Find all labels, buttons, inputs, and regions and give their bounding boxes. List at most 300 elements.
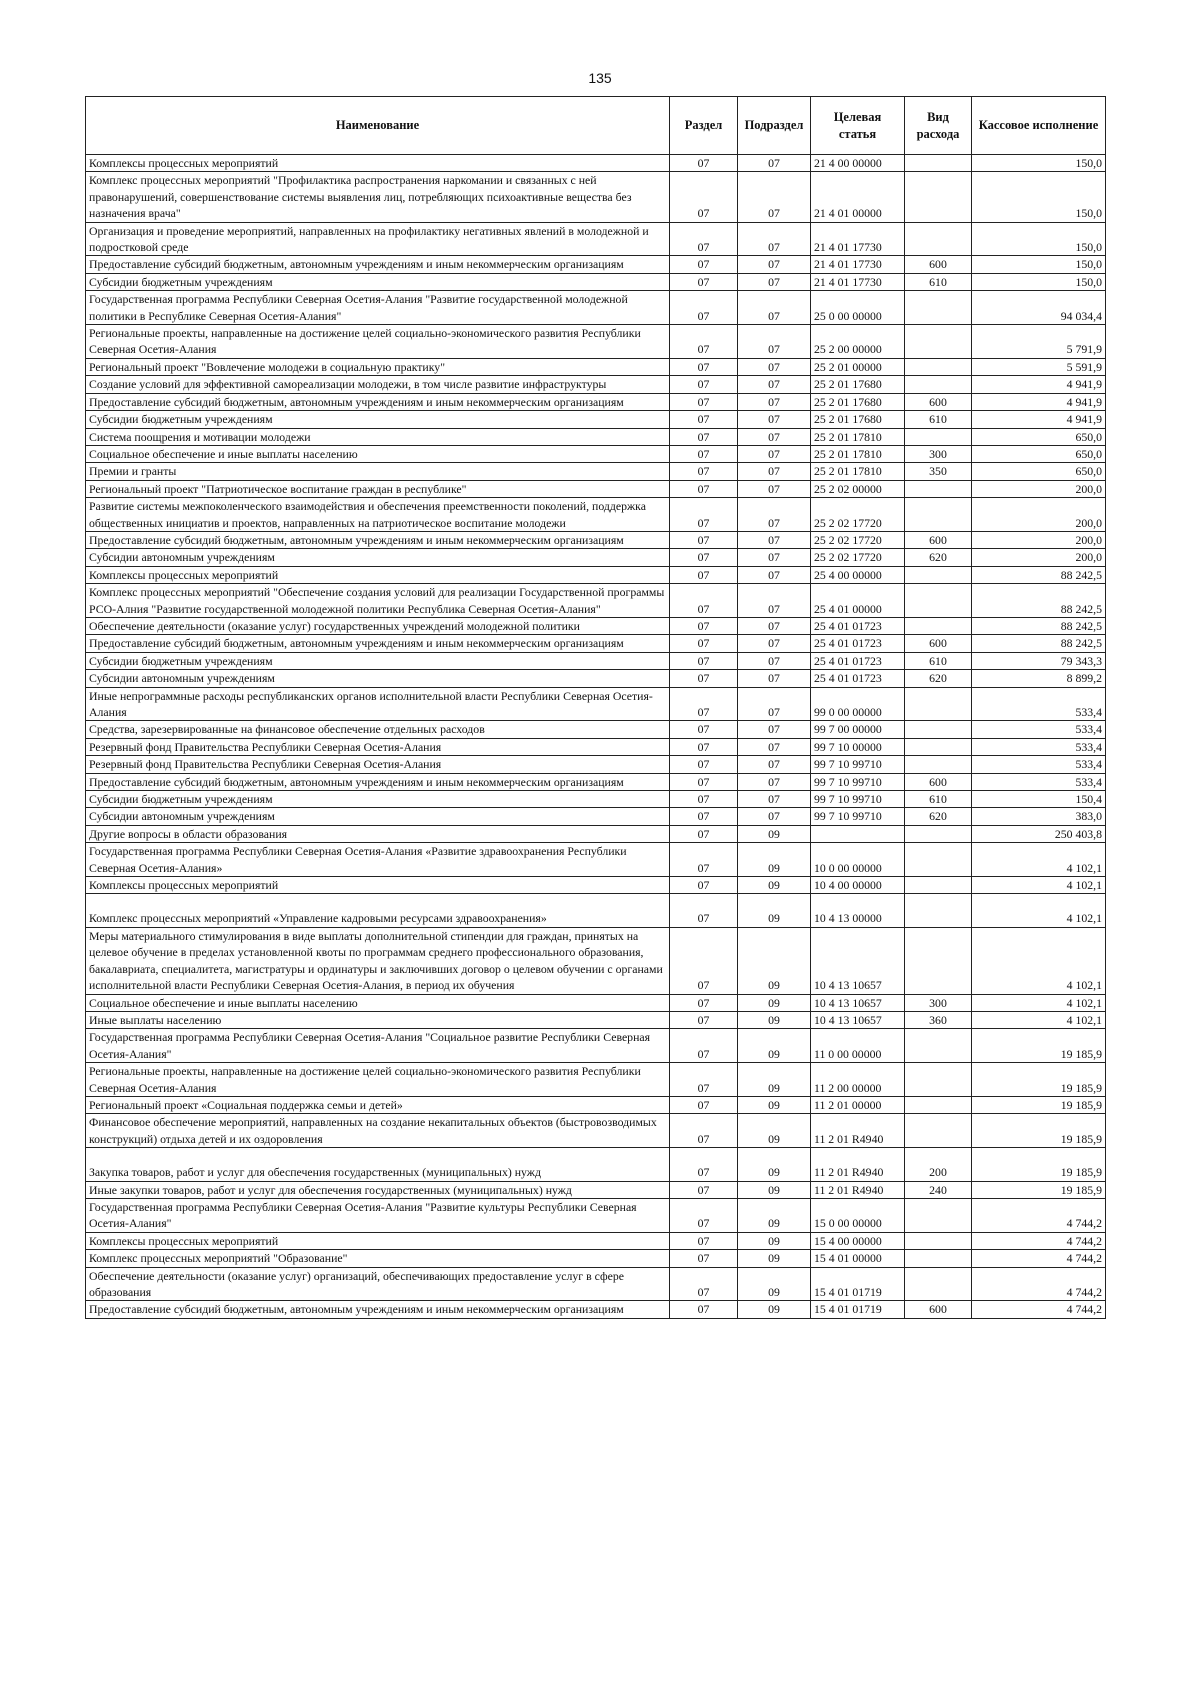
row-subsection: 07 <box>738 445 811 462</box>
row-amount: 150,0 <box>972 222 1106 256</box>
row-name: Региональный проект "Вовлечение молодежи в социальную практику" <box>86 358 670 375</box>
row-section: 07 <box>670 1011 738 1028</box>
row-subsection: 07 <box>738 393 811 410</box>
table-row <box>86 756 1106 773</box>
row-name: Субсидии автономным учреждениям <box>86 808 670 825</box>
row-amount: 533,4 <box>972 721 1106 738</box>
row-amount: 8 899,2 <box>972 670 1106 687</box>
row-section: 07 <box>670 635 738 652</box>
row-subsection: 09 <box>738 1114 811 1148</box>
row-section: 07 <box>670 773 738 790</box>
row-expense-type <box>905 155 972 172</box>
row-section: 07 <box>670 291 738 325</box>
row-name: Премии и гранты <box>86 463 670 480</box>
row-subsection: 07 <box>738 652 811 669</box>
table-row <box>86 738 1106 755</box>
row-name: Комплексы процессных мероприятий <box>86 1232 670 1249</box>
row-target-article: 15 0 00 00000 <box>811 1198 905 1232</box>
row-amount: 4 744,2 <box>972 1250 1106 1267</box>
row-name: Иные выплаты населению <box>86 1011 670 1028</box>
row-section: 07 <box>670 825 738 842</box>
table-row <box>86 291 1106 325</box>
table-row <box>86 773 1106 790</box>
row-amount: 200,0 <box>972 480 1106 497</box>
row-section: 07 <box>670 843 738 877</box>
row-section: 07 <box>670 531 738 548</box>
row-section: 07 <box>670 480 738 497</box>
table-row <box>86 498 1106 532</box>
row-amount: 4 941,9 <box>972 411 1106 428</box>
row-amount: 88 242,5 <box>972 635 1106 652</box>
row-expense-type: 600 <box>905 531 972 548</box>
row-section: 07 <box>670 994 738 1011</box>
row-name: Предоставление субсидий бюджетным, автономным учреждениям и иным некоммерческим организациям <box>86 256 670 273</box>
row-expense-type <box>905 687 972 721</box>
table-row <box>86 428 1106 445</box>
header-name: Наименование <box>86 97 670 155</box>
table-row <box>86 172 1106 222</box>
row-subsection: 09 <box>738 1063 811 1097</box>
row-expense-type <box>905 498 972 532</box>
row-target-article: 99 7 10 99710 <box>811 756 905 773</box>
row-subsection: 09 <box>738 1232 811 1249</box>
table-row <box>86 1301 1106 1318</box>
row-subsection: 07 <box>738 808 811 825</box>
row-subsection: 07 <box>738 635 811 652</box>
row-amount: 650,0 <box>972 463 1106 480</box>
table-row <box>86 1181 1106 1198</box>
row-expense-type: 600 <box>905 393 972 410</box>
row-subsection: 07 <box>738 428 811 445</box>
row-amount: 200,0 <box>972 549 1106 566</box>
row-amount: 150,4 <box>972 791 1106 808</box>
row-amount: 5 791,9 <box>972 325 1106 359</box>
row-section: 07 <box>670 1096 738 1113</box>
row-target-article: 21 4 01 00000 <box>811 172 905 222</box>
row-subsection: 09 <box>738 994 811 1011</box>
row-section: 07 <box>670 1267 738 1301</box>
row-target-article <box>811 825 905 842</box>
row-name: Обеспечение деятельности (оказание услуг) государственных учреждений молодежной политики <box>86 617 670 634</box>
row-target-article: 10 4 13 10657 <box>811 1011 905 1028</box>
row-target-article: 25 2 01 17680 <box>811 411 905 428</box>
row-subsection: 07 <box>738 721 811 738</box>
table-row <box>86 411 1106 428</box>
row-amount: 4 744,2 <box>972 1198 1106 1232</box>
row-subsection: 07 <box>738 463 811 480</box>
row-target-article: 25 4 01 01723 <box>811 652 905 669</box>
row-section: 07 <box>670 756 738 773</box>
row-target-article: 11 2 00 00000 <box>811 1063 905 1097</box>
row-name: Субсидии бюджетным учреждениям <box>86 273 670 290</box>
row-subsection: 09 <box>738 843 811 877</box>
row-subsection: 07 <box>738 791 811 808</box>
row-expense-type: 300 <box>905 994 972 1011</box>
table-row <box>86 687 1106 721</box>
row-target-article: 25 4 01 00000 <box>811 584 905 618</box>
row-target-article: 25 2 01 00000 <box>811 358 905 375</box>
table-row <box>86 1011 1106 1028</box>
table-row <box>86 927 1106 994</box>
row-section: 07 <box>670 1250 738 1267</box>
row-subsection: 07 <box>738 376 811 393</box>
table-row <box>86 1198 1106 1232</box>
row-target-article: 25 2 01 17680 <box>811 393 905 410</box>
row-section: 07 <box>670 1181 738 1198</box>
row-subsection: 07 <box>738 738 811 755</box>
row-target-article: 15 4 00 00000 <box>811 1232 905 1249</box>
row-subsection: 07 <box>738 480 811 497</box>
row-amount: 150,0 <box>972 172 1106 222</box>
row-expense-type <box>905 172 972 222</box>
row-amount: 150,0 <box>972 256 1106 273</box>
row-subsection: 07 <box>738 584 811 618</box>
row-section: 07 <box>670 808 738 825</box>
row-amount: 4 941,9 <box>972 393 1106 410</box>
row-subsection: 07 <box>738 670 811 687</box>
row-expense-type: 600 <box>905 773 972 790</box>
row-target-article: 15 4 01 01719 <box>811 1267 905 1301</box>
row-amount: 4 102,1 <box>972 927 1106 994</box>
row-target-article: 25 2 00 00000 <box>811 325 905 359</box>
row-subsection: 09 <box>738 1267 811 1301</box>
row-target-article: 25 2 01 17810 <box>811 445 905 462</box>
row-name: Предоставление субсидий бюджетным, автономным учреждениям и иным некоммерческим организациям <box>86 531 670 548</box>
row-amount: 4 744,2 <box>972 1232 1106 1249</box>
row-subsection: 09 <box>738 1198 811 1232</box>
row-amount: 88 242,5 <box>972 566 1106 583</box>
row-expense-type <box>905 843 972 877</box>
row-subsection: 07 <box>738 756 811 773</box>
row-expense-type <box>905 566 972 583</box>
row-section: 07 <box>670 358 738 375</box>
table-row <box>86 1063 1106 1097</box>
row-name: Предоставление субсидий бюджетным, автономным учреждениям и иным некоммерческим организациям <box>86 1301 670 1318</box>
row-expense-type <box>905 756 972 773</box>
row-amount: 150,0 <box>972 155 1106 172</box>
row-name: Другие вопросы в области образования <box>86 825 670 842</box>
row-expense-type <box>905 617 972 634</box>
row-section: 07 <box>670 1301 738 1318</box>
row-name: Государственная программа Республики Северная Осетия-Алания "Развитие культуры Республики Северная Осетия-Алания" <box>86 1198 670 1232</box>
row-expense-type: 600 <box>905 635 972 652</box>
row-target-article: 21 4 01 17730 <box>811 273 905 290</box>
row-subsection: 07 <box>738 531 811 548</box>
row-subsection: 09 <box>738 877 811 894</box>
row-name: Развитие системы межпоколенческого взаимодействия и обеспечения преемственности поколений, поддержка общественных инициатив и проектов, направленных на патриотическое воспитание молодежи <box>86 498 670 532</box>
row-expense-type: 600 <box>905 256 972 273</box>
row-subsection: 07 <box>738 222 811 256</box>
row-amount: 94 034,4 <box>972 291 1106 325</box>
row-expense-type: 610 <box>905 273 972 290</box>
row-expense-type: 600 <box>905 1301 972 1318</box>
row-target-article: 99 0 00 00000 <box>811 687 905 721</box>
row-expense-type <box>905 825 972 842</box>
row-target-article: 11 2 01 R4940 <box>811 1181 905 1198</box>
table-row <box>86 358 1106 375</box>
table-row <box>86 1148 1106 1181</box>
row-name: Создание условий для эффективной самореализации молодежи, в том числе развитие инфраструктуры <box>86 376 670 393</box>
row-expense-type: 240 <box>905 1181 972 1198</box>
table-row <box>86 635 1106 652</box>
row-name: Иные непрограммные расходы республиканских органов исполнительной власти Республики Северная Осетия-Алания <box>86 687 670 721</box>
row-section: 07 <box>670 1148 738 1181</box>
row-target-article: 25 2 01 17810 <box>811 428 905 445</box>
row-name: Обеспечение деятельности (оказание услуг) организаций, обеспечивающих предоставление услуг в сфере образования <box>86 1267 670 1301</box>
table-row <box>86 1250 1106 1267</box>
row-amount: 4 102,1 <box>972 1011 1106 1028</box>
row-target-article: 99 7 10 99710 <box>811 773 905 790</box>
row-amount: 19 185,9 <box>972 1148 1106 1181</box>
row-subsection: 07 <box>738 291 811 325</box>
table-row <box>86 1096 1106 1113</box>
row-expense-type: 300 <box>905 445 972 462</box>
table-row <box>86 463 1106 480</box>
row-name: Социальное обеспечение и иные выплаты населению <box>86 994 670 1011</box>
row-subsection: 09 <box>738 894 811 927</box>
row-name: Закупка товаров, работ и услуг для обеспечения государственных (муниципальных) нужд <box>86 1148 670 1181</box>
row-target-article: 25 4 00 00000 <box>811 566 905 583</box>
row-name: Иные закупки товаров, работ и услуг для обеспечения государственных (муниципальных) нужд <box>86 1181 670 1198</box>
row-target-article: 11 2 01 00000 <box>811 1096 905 1113</box>
row-target-article: 99 7 00 00000 <box>811 721 905 738</box>
row-section: 07 <box>670 393 738 410</box>
row-subsection: 09 <box>738 825 811 842</box>
row-subsection: 09 <box>738 1181 811 1198</box>
row-section: 07 <box>670 222 738 256</box>
row-target-article: 25 2 01 17810 <box>811 463 905 480</box>
row-amount: 88 242,5 <box>972 617 1106 634</box>
row-name: Комплексы процессных мероприятий <box>86 877 670 894</box>
row-name: Государственная программа Республики Северная Осетия-Алания "Социальное развитие Республики Северная Осетия-Алания" <box>86 1029 670 1063</box>
row-name: Предоставление субсидий бюджетным, автономным учреждениям и иным некоммерческим организациям <box>86 393 670 410</box>
row-name: Комплекс процессных мероприятий "Образование" <box>86 1250 670 1267</box>
row-subsection: 09 <box>738 1096 811 1113</box>
row-target-article: 10 4 13 00000 <box>811 894 905 927</box>
row-name: Региональные проекты, направленные на достижение целей социально-экономического развития Республики Северная Осетия-Алания <box>86 325 670 359</box>
row-expense-type <box>905 1063 972 1097</box>
table-row <box>86 1232 1106 1249</box>
row-target-article: 25 4 01 01723 <box>811 635 905 652</box>
table-row <box>86 825 1106 842</box>
table-row <box>86 994 1106 1011</box>
row-section: 07 <box>670 376 738 393</box>
table-row <box>86 549 1106 566</box>
row-section: 07 <box>670 738 738 755</box>
table-row <box>86 791 1106 808</box>
table-row <box>86 273 1106 290</box>
header-expense-type: Вид расхода <box>905 97 972 155</box>
table-row <box>86 531 1106 548</box>
row-amount: 4 941,9 <box>972 376 1106 393</box>
row-name: Государственная программа Республики Северная Осетия-Алания "Развитие государственной молодежной политики в Республике Северная Осетия-Алания" <box>86 291 670 325</box>
row-expense-type <box>905 1114 972 1148</box>
row-expense-type <box>905 1267 972 1301</box>
row-amount: 383,0 <box>972 808 1106 825</box>
row-subsection: 09 <box>738 1148 811 1181</box>
row-subsection: 07 <box>738 411 811 428</box>
row-amount: 19 185,9 <box>972 1063 1106 1097</box>
row-expense-type <box>905 877 972 894</box>
row-name: Организация и проведение мероприятий, направленных на профилактику негативных явлений в молодежной и подростковой среде <box>86 222 670 256</box>
row-amount: 4 744,2 <box>972 1301 1106 1318</box>
row-expense-type: 620 <box>905 808 972 825</box>
row-target-article: 15 4 01 00000 <box>811 1250 905 1267</box>
row-amount: 200,0 <box>972 498 1106 532</box>
row-target-article: 10 4 13 10657 <box>811 994 905 1011</box>
header-section: Раздел <box>670 97 738 155</box>
table-row <box>86 1267 1106 1301</box>
row-subsection: 07 <box>738 687 811 721</box>
table-row <box>86 652 1106 669</box>
row-target-article: 10 4 00 00000 <box>811 877 905 894</box>
row-subsection: 07 <box>738 549 811 566</box>
table-row <box>86 894 1106 927</box>
row-section: 07 <box>670 652 738 669</box>
row-amount: 19 185,9 <box>972 1096 1106 1113</box>
row-section: 07 <box>670 927 738 994</box>
table-row <box>86 877 1106 894</box>
row-target-article: 10 0 00 00000 <box>811 843 905 877</box>
row-section: 07 <box>670 428 738 445</box>
row-subsection: 07 <box>738 325 811 359</box>
row-expense-type <box>905 1250 972 1267</box>
row-expense-type <box>905 1096 972 1113</box>
table-header-row <box>86 97 1106 155</box>
row-name: Комплекс процессных мероприятий "Профилактика распространения наркомании и связанных с ней правонарушений, совершенствование системы выявления лиц, потребляющих психоактивные вещества без назначения врача" <box>86 172 670 222</box>
row-subsection: 07 <box>738 566 811 583</box>
row-amount: 19 185,9 <box>972 1181 1106 1198</box>
row-subsection: 07 <box>738 498 811 532</box>
table-row <box>86 566 1106 583</box>
row-amount: 250 403,8 <box>972 825 1106 842</box>
header-subsection: Подраздел <box>738 97 811 155</box>
row-target-article: 11 0 00 00000 <box>811 1029 905 1063</box>
row-subsection: 09 <box>738 1301 811 1318</box>
table-row <box>86 393 1106 410</box>
row-target-article: 11 2 01 R4940 <box>811 1148 905 1181</box>
row-name: Комплекс процессных мероприятий «Управление кадровыми ресурсами здравоохранения» <box>86 894 670 927</box>
row-amount: 650,0 <box>972 428 1106 445</box>
row-expense-type <box>905 738 972 755</box>
table-row <box>86 1114 1106 1148</box>
row-section: 07 <box>670 273 738 290</box>
row-amount: 4 744,2 <box>972 1267 1106 1301</box>
row-name: Меры материального стимулирования в виде выплаты дополнительной стипендии для граждан, принятых на целевое обучение в пределах установленной квоты по программам среднего профессионального образования, бакалавриата, специалитета, магистратуры и ординатуры и заключивших договор о целевом обучении с органами исполнительной власти Республики Северная Осетия-Алания, в период их обучения <box>86 927 670 994</box>
row-expense-type <box>905 1232 972 1249</box>
row-expense-type <box>905 325 972 359</box>
row-section: 07 <box>670 498 738 532</box>
row-name: Резервный фонд Правительства Республики Северная Осетия-Алания <box>86 756 670 773</box>
row-subsection: 07 <box>738 155 811 172</box>
row-section: 07 <box>670 463 738 480</box>
table-row <box>86 617 1106 634</box>
row-target-article: 25 2 02 17720 <box>811 549 905 566</box>
row-section: 07 <box>670 721 738 738</box>
row-expense-type <box>905 1029 972 1063</box>
table-row <box>86 808 1106 825</box>
row-expense-type: 610 <box>905 652 972 669</box>
row-name: Финансовое обеспечение мероприятий, направленных на создание некапитальных объектов (быстровозводимых конструкций) отдыха детей и их оздоровления <box>86 1114 670 1148</box>
row-expense-type <box>905 1198 972 1232</box>
row-target-article: 15 4 01 01719 <box>811 1301 905 1318</box>
row-section: 07 <box>670 566 738 583</box>
row-name: Предоставление субсидий бюджетным, автономным учреждениям и иным некоммерческим организациям <box>86 773 670 790</box>
row-name: Субсидии автономным учреждениям <box>86 670 670 687</box>
row-subsection: 09 <box>738 927 811 994</box>
row-name: Региональный проект «Социальная поддержка семьи и детей» <box>86 1096 670 1113</box>
row-section: 07 <box>670 1198 738 1232</box>
row-expense-type <box>905 428 972 445</box>
row-target-article: 21 4 01 17730 <box>811 256 905 273</box>
row-section: 07 <box>670 1029 738 1063</box>
row-target-article: 21 4 00 00000 <box>811 155 905 172</box>
table-row <box>86 445 1106 462</box>
row-subsection: 09 <box>738 1250 811 1267</box>
row-section: 07 <box>670 549 738 566</box>
row-amount: 4 102,1 <box>972 994 1106 1011</box>
row-section: 07 <box>670 670 738 687</box>
row-name: Социальное обеспечение и иные выплаты населению <box>86 445 670 462</box>
row-expense-type <box>905 480 972 497</box>
table-row <box>86 325 1106 359</box>
row-name: Субсидии автономным учреждениям <box>86 549 670 566</box>
table-row <box>86 670 1106 687</box>
row-expense-type <box>905 376 972 393</box>
row-amount: 650,0 <box>972 445 1106 462</box>
row-name: Предоставление субсидий бюджетным, автономным учреждениям и иным некоммерческим организациям <box>86 635 670 652</box>
row-target-article: 11 2 01 R4940 <box>811 1114 905 1148</box>
row-section: 07 <box>670 894 738 927</box>
row-target-article: 99 7 10 99710 <box>811 791 905 808</box>
row-target-article: 99 7 10 99710 <box>811 808 905 825</box>
row-expense-type: 620 <box>905 670 972 687</box>
row-name: Региональные проекты, направленные на достижение целей социально-экономического развития Республики Северная Осетия-Алания <box>86 1063 670 1097</box>
row-name: Комплексы процессных мероприятий <box>86 566 670 583</box>
row-section: 07 <box>670 155 738 172</box>
row-amount: 4 102,1 <box>972 877 1106 894</box>
row-amount: 533,4 <box>972 738 1106 755</box>
budget-execution-table <box>85 96 1106 1319</box>
row-expense-type <box>905 721 972 738</box>
row-amount: 533,4 <box>972 756 1106 773</box>
row-amount: 533,4 <box>972 687 1106 721</box>
row-name: Региональный проект "Патриотическое воспитание граждан в республике" <box>86 480 670 497</box>
row-amount: 150,0 <box>972 273 1106 290</box>
row-amount: 4 102,1 <box>972 843 1106 877</box>
table-row <box>86 376 1106 393</box>
row-section: 07 <box>670 325 738 359</box>
row-expense-type <box>905 291 972 325</box>
table-row <box>86 584 1106 618</box>
row-amount: 200,0 <box>972 531 1106 548</box>
row-expense-type: 620 <box>905 549 972 566</box>
row-name: Комплекс процессных мероприятий "Обеспечение создания условий для реализации Государственной программы РСО-Алния "Развитие государственной молодежной политики Республика Северная Осетия-Алания" <box>86 584 670 618</box>
row-target-article: 99 7 10 00000 <box>811 738 905 755</box>
row-expense-type: 360 <box>905 1011 972 1028</box>
table-row <box>86 1029 1106 1063</box>
row-amount: 88 242,5 <box>972 584 1106 618</box>
table-row <box>86 155 1106 172</box>
row-subsection: 09 <box>738 1029 811 1063</box>
row-target-article: 25 4 01 01723 <box>811 670 905 687</box>
row-target-article: 25 2 02 17720 <box>811 531 905 548</box>
row-section: 07 <box>670 791 738 808</box>
row-section: 07 <box>670 687 738 721</box>
table-body <box>86 155 1106 1319</box>
row-section: 07 <box>670 445 738 462</box>
row-amount: 5 591,9 <box>972 358 1106 375</box>
